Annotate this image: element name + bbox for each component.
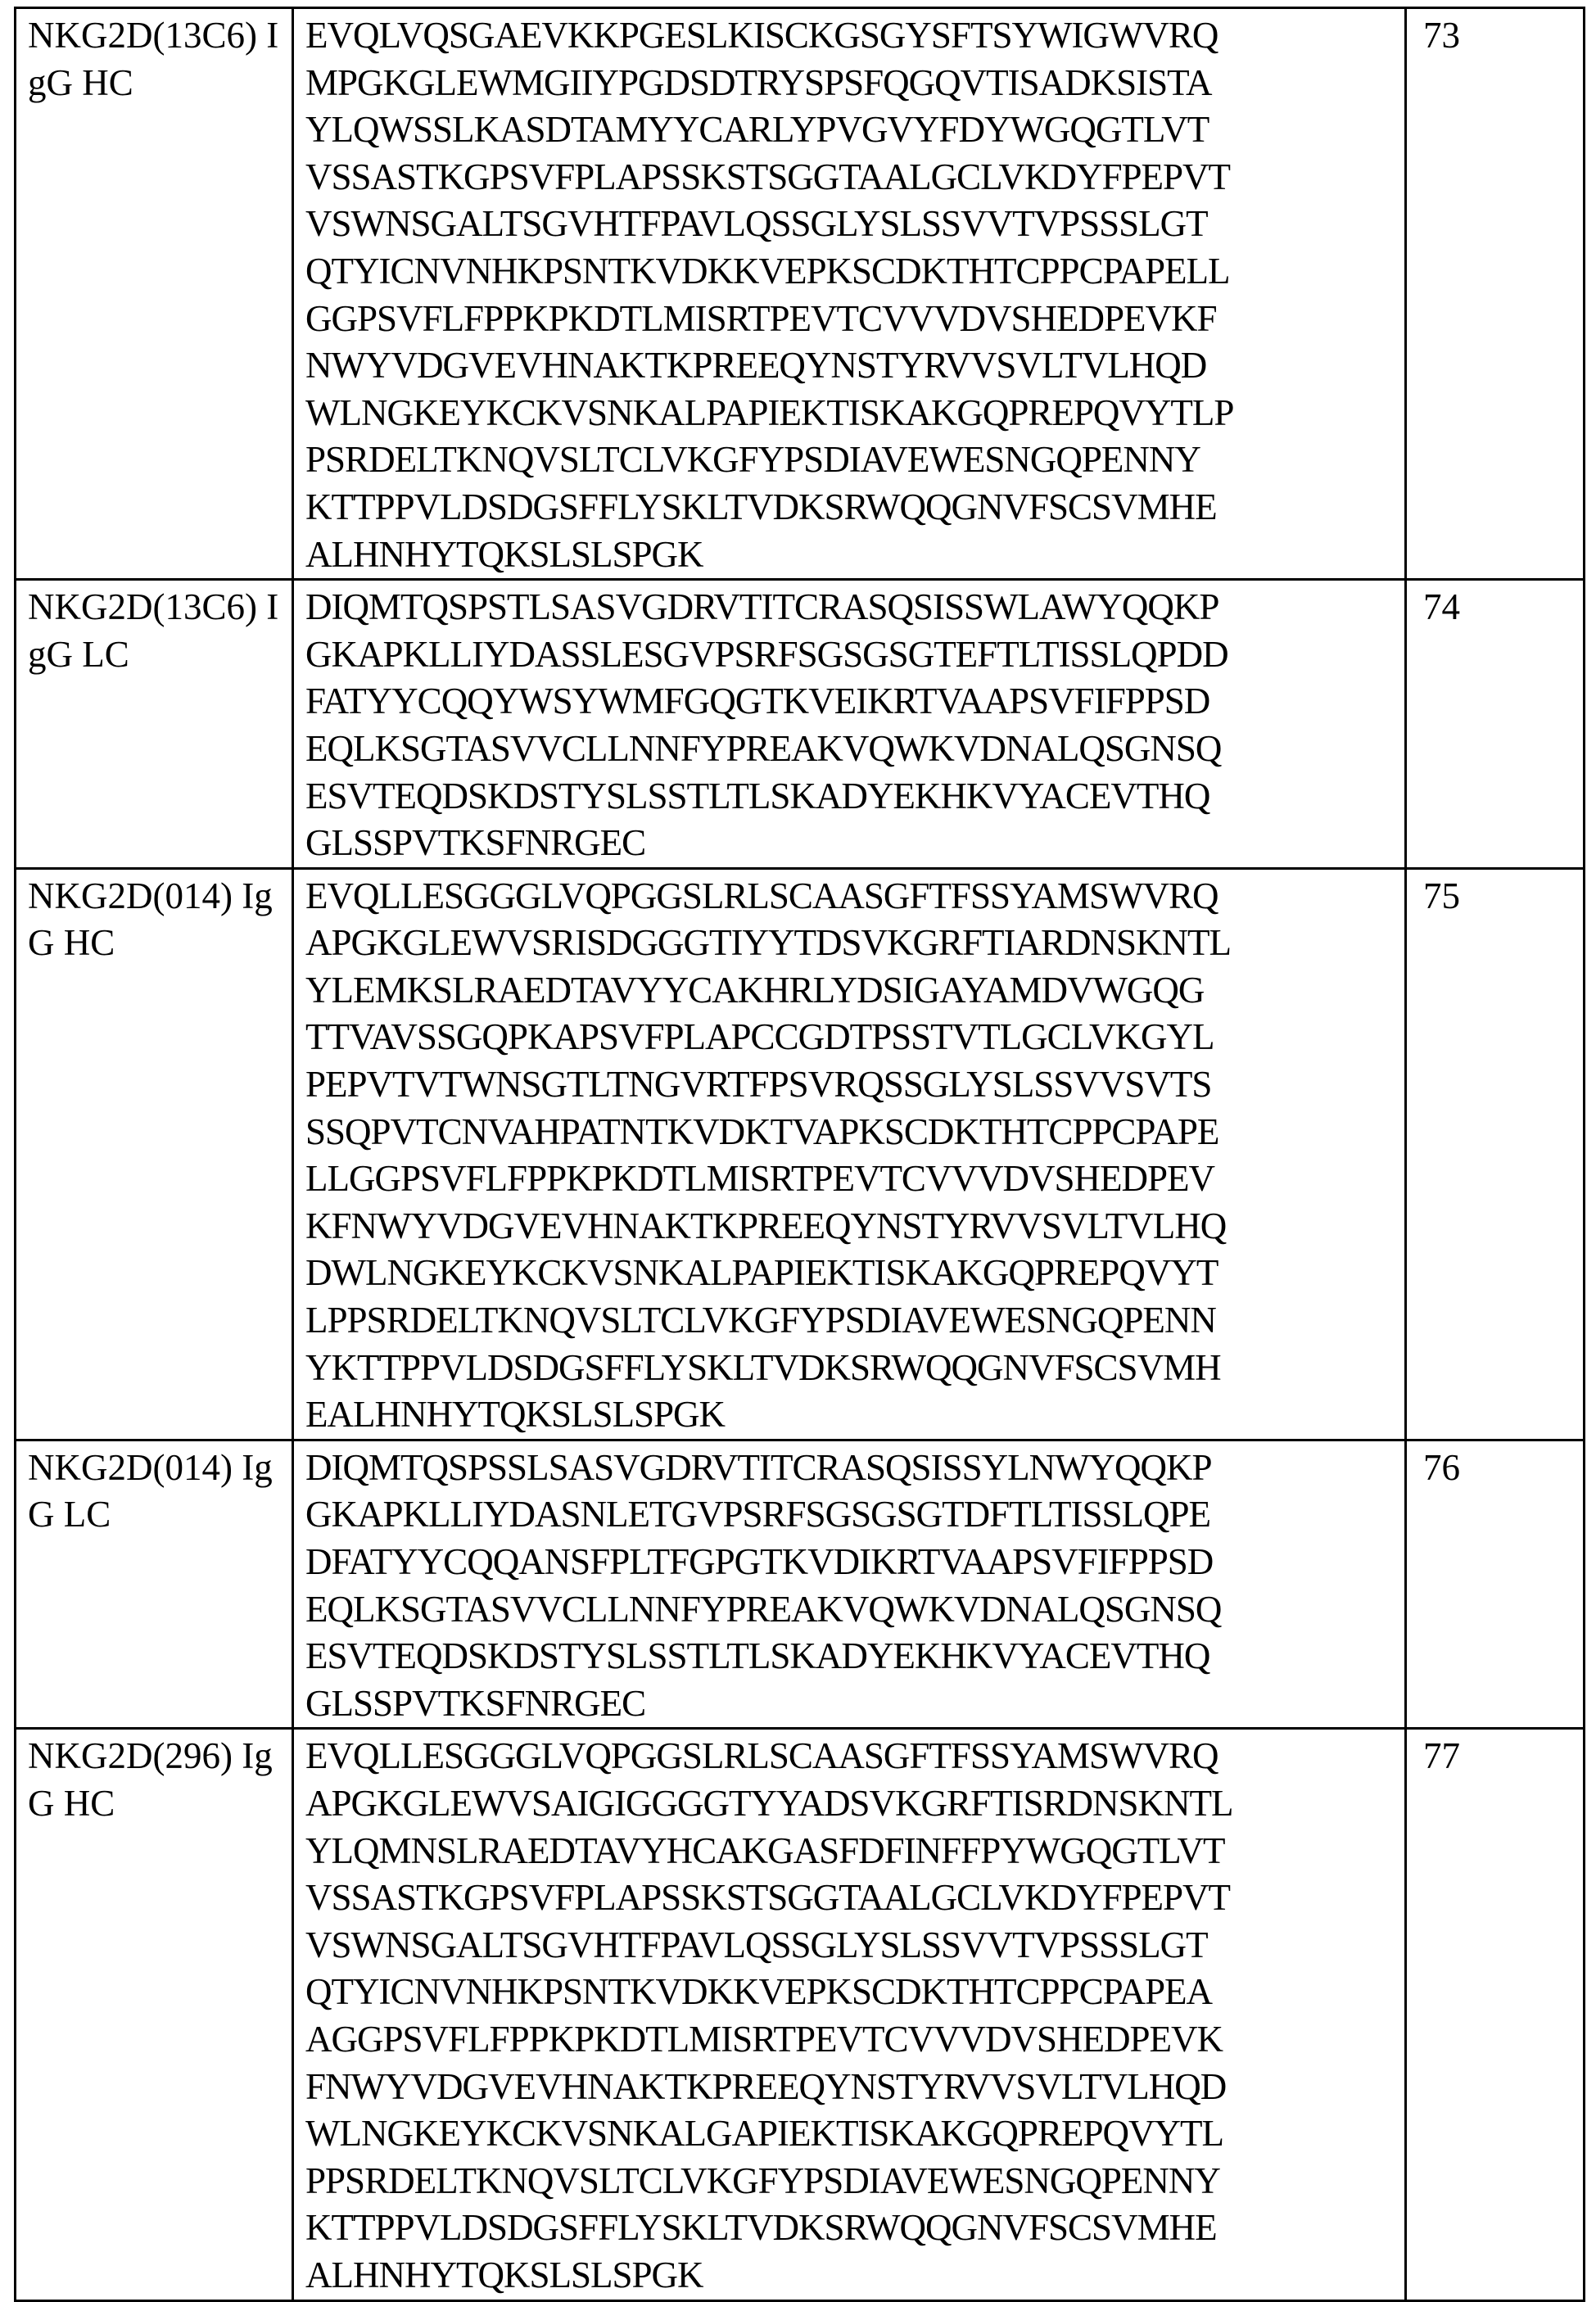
sequence-line: FNWYVDGVEVHNAKTKPREEQYNSTYRVVSVLTVLHQD xyxy=(305,2064,1395,2111)
table-row xyxy=(16,1440,1585,1729)
amino-acid-sequence xyxy=(293,1729,1406,2300)
sequence-line: KTTPPVLDSDGSFFLYSKLTVDKSRWQQGNVFSCSVMHE xyxy=(305,484,1395,531)
sequence-line: EVQLVQSGAEVKKPGESLKISCKGSGYSFTSYWIGWVRQ xyxy=(305,12,1395,60)
sequence-line: WLNGKEYKCKVSNKALGAPIEKTISKAKGQPREPQVYTL xyxy=(305,2110,1395,2158)
table-row xyxy=(16,1729,1585,2300)
sequence-line: LPPSRDELTKNQVSLTCLVKGFYPSDIAVEWESNGQPENN xyxy=(305,1297,1395,1345)
amino-acid-sequence xyxy=(293,1440,1406,1729)
sequence-line: GLSSPVTKSFNRGEC xyxy=(305,1680,1395,1728)
amino-acid-sequence xyxy=(293,580,1406,869)
sequence-line: PEPVTVTWNSGTLTNGVRTFPSVRQSSGLYSLSSVVSVTS xyxy=(305,1061,1395,1109)
sequence-line: QTYICNVNHKPSNTKVDKKVEPKSCDKTHTCPPCPAPELL xyxy=(305,248,1395,296)
construct-name: NKG2D(014) IgG HC xyxy=(16,868,293,1440)
sequence-line: ALHNHYTQKSLSLSPGK xyxy=(305,2252,1395,2300)
sequence-line: TTVAVSSGQPKAPSVFPLAPCCGDTPSSTVTLGCLVKGYL xyxy=(305,1014,1395,1061)
sequence-line: GLSSPVTKSFNRGEC xyxy=(305,820,1395,867)
sequence-line: KFNWYVDGVEVHNAKTKPREEQYNSTYRVVSVLTVLHQ xyxy=(305,1203,1395,1250)
table-row xyxy=(16,580,1585,869)
sequence-line: VSSASTKGPSVFPLAPSSKSTSGGTAALGCLVKDYFPEPVT xyxy=(305,1875,1395,1922)
sequence-line: EALHNHYTQKSLSLSPGK xyxy=(305,1391,1395,1439)
sequence-line: EQLKSGTASVVCLLNNFYPREAKVQWKVDNALQSGNSQ xyxy=(305,1586,1395,1634)
sequence-line: SSQPVTCNVAHPATNTKVDKTVAPKSCDKTHTCPPCPAPE xyxy=(305,1109,1395,1156)
sequence-line: KTTPPVLDSDGSFFLYSKLTVDKSRWQQGNVFSCSVMHE xyxy=(305,2205,1395,2252)
sequence-line: VSWNSGALTSGVHTFPAVLQSSGLYSLSSVVTVPSSSLGT xyxy=(305,201,1395,248)
sequence-line: EVQLLESGGGLVQPGGSLRLSCAASGFTFSSYAMSWVRQ xyxy=(305,1733,1395,1780)
sequence-line: PSRDELTKNQVSLTCLVKGFYPSDIAVEWESNGQPENNY xyxy=(305,436,1395,484)
sequence-line: FATYYCQQYWSYWMFGQGTKVEIKRTVAAPSVFIFPPSD xyxy=(305,678,1395,726)
amino-acid-sequence xyxy=(293,8,1406,580)
sequence-line: VSWNSGALTSGVHTFPAVLQSSGLYSLSSVVTVPSSSLGT xyxy=(305,1922,1395,1970)
sequence-line: ALHNHYTQKSLSLSPGK xyxy=(305,531,1395,579)
sequence-line: AGGPSVFLFPPKPKDTLMISRTPEVTCVVVDVSHEDPEVK xyxy=(305,2016,1395,2064)
sequence-line: QTYICNVNHKPSNTKVDKKVEPKSCDKTHTCPPCPAPEA xyxy=(305,1969,1395,2016)
construct-name: NKG2D(296) IgG HC xyxy=(16,1729,293,2300)
sequence-line: EVQLLESGGGLVQPGGSLRLSCAASGFTFSSYAMSWVRQ xyxy=(305,873,1395,920)
table-row xyxy=(16,8,1585,580)
sequence-line: GKAPKLLIYDASSLESGVPSRFSGSGSGTEFTLTISSLQPDD xyxy=(305,631,1395,679)
sequence-line: NWYVDGVEVHNAKTKPREEQYNSTYRVVSVLTVLHQD xyxy=(305,342,1395,390)
seq-id-number: 75 xyxy=(1406,868,1585,1440)
sequence-line: GKAPKLLIYDASNLETGVPSRFSGSGSGTDFTLTISSLQPE xyxy=(305,1491,1395,1539)
construct-name: NKG2D(13C6) IgG HC xyxy=(16,8,293,580)
seq-id-number: 73 xyxy=(1406,8,1585,580)
sequence-line: DWLNGKEYKCKVSNKALPAPIEKTISKAKGQPREPQVYT xyxy=(305,1250,1395,1297)
sequence-line: PPSRDELTKNQVSLTCLVKGFYPSDIAVEWESNGQPENNY xyxy=(305,2158,1395,2205)
sequence-line: DIQMTQSPSSLSASVGDRVTITCRASQSISSYLNWYQQKP xyxy=(305,1445,1395,1492)
sequence-table xyxy=(14,7,1585,2302)
seq-id-number: 77 xyxy=(1406,1729,1585,2300)
sequence-line: DIQMTQSPSTLSASVGDRVTITCRASQSISSWLAWYQQKP xyxy=(305,584,1395,631)
sequence-line: YLQWSSLKASDTAMYYCARLYPVGVYFDYWGQGTLVT xyxy=(305,106,1395,154)
seq-id-number: 74 xyxy=(1406,580,1585,869)
sequence-line: APGKGLEWVSAIGIGGGGTYYADSVKGRFTISRDNSKNTL xyxy=(305,1780,1395,1828)
seq-id-number: 76 xyxy=(1406,1440,1585,1729)
sequence-line: LLGGPSVFLFPPKPKDTLMISRTPEVTCVVVDVSHEDPEV xyxy=(305,1156,1395,1203)
sequence-line: APGKGLEWVSRISDGGGTIYYTDSVKGRFTIARDNSKNTL xyxy=(305,920,1395,967)
sequence-line: MPGKGLEWMGIIYPGDSDTRYSPSFQGQVTISADKSISTA xyxy=(305,60,1395,107)
construct-name: NKG2D(014) IgG LC xyxy=(16,1440,293,1729)
construct-name: NKG2D(13C6) IgG LC xyxy=(16,580,293,869)
sequence-line: ESVTEQDSKDSTYSLSSTLTLSKADYEKHKVYACEVTHQ xyxy=(305,1633,1395,1680)
sequence-line: YLEMKSLRAEDTAVYYCAKHRLYDSIGAYAMDVWGQG xyxy=(305,967,1395,1015)
sequence-line: ESVTEQDSKDSTYSLSSTLTLSKADYEKHKVYACEVTHQ xyxy=(305,773,1395,821)
sequence-line: YLQMNSLRAEDTAVYHCAKGASFDFINFFPYWGQGTLVT xyxy=(305,1828,1395,1875)
sequence-line: GGPSVFLFPPKPKDTLMISRTPEVTCVVVDVSHEDPEVKF xyxy=(305,296,1395,343)
sequence-line: VSSASTKGPSVFPLAPSSKSTSGGTAALGCLVKDYFPEPVT xyxy=(305,154,1395,201)
amino-acid-sequence xyxy=(293,868,1406,1440)
table-row xyxy=(16,868,1585,1440)
sequence-line: DFATYYCQQANSFPLTFGPGTKVDIKRTVAAPSVFIFPPSD xyxy=(305,1539,1395,1586)
sequence-line: WLNGKEYKCKVSNKALPAPIEKTISKAKGQPREPQVYTLP xyxy=(305,390,1395,437)
sequence-line: YKTTPPVLDSDGSFFLYSKLTVDKSRWQQGNVFSCSVMH xyxy=(305,1345,1395,1392)
sequence-line: EQLKSGTASVVCLLNNFYPREAKVQWKVDNALQSGNSQ xyxy=(305,726,1395,773)
